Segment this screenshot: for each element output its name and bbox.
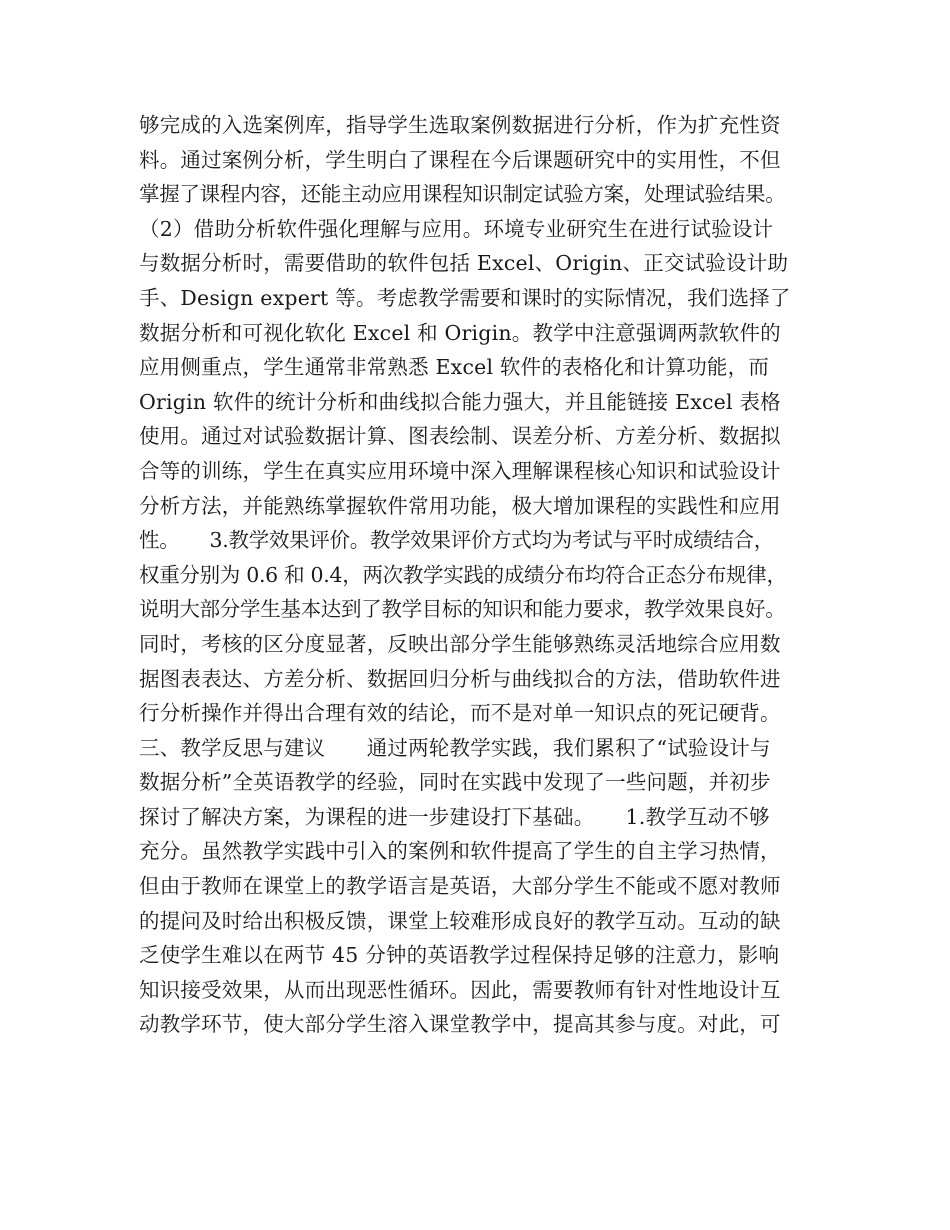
text-line: 数据分析”全英语教学的经验，同时在实践中发现了一些问题，并初步 — [139, 770, 771, 795]
text-line: （2）借助分析软件强化理解与应用。环境专业研究生在进行试验设计 — [139, 216, 774, 241]
text-line: Origin 软件的统计分析和曲线拟合能力强大，并且能链接 Excel 表格 — [139, 389, 781, 414]
text-line: 充分。虽然教学实践中引入的案例和软件提高了学生的自主学习热情， — [139, 839, 781, 864]
text-line: 乏使学生难以在两节 45 分钟的英语教学过程保持足够的注意力，影响 — [139, 943, 780, 968]
text-line: 使用。通过对试验数据计算、图表绘制、误差分析、方差分析、数据拟 — [139, 424, 781, 449]
text-line: 性。 3.教学效果评价。教学效果评价方式均为考试与平时成绩结合， — [139, 528, 774, 553]
text-line: 据图表表达、方差分析、数据回归分析与曲线拟合的方法，借助软件进 — [139, 666, 781, 691]
text-line: 掌握了课程内容，还能主动应用课程知识制定试验方案，处理试验结果。 — [139, 182, 786, 207]
body-text — [139, 108, 829, 1042]
text-line: 但由于教师在课堂上的教学语言是英语，大部分学生不能或不愿对教师 — [139, 874, 781, 899]
text-line: 合等的训练，学生在真实应用环境中深入理解课程核心知识和试验设计 — [139, 458, 781, 483]
text-line: 三、教学反思与建议 通过两轮教学实践，我们累积了“试验设计与 — [139, 735, 771, 760]
text-line: 动教学环节，使大部分学生溶入课堂教学中，提高其参与度。对此，可 — [139, 1012, 781, 1037]
text-line: 同时，考核的区分度显著，反映出部分学生能够熟练灵活地综合应用数 — [139, 631, 781, 656]
text-line: 应用侧重点，学生通常非常熟悉 Excel 软件的表格化和计算功能，而 — [139, 355, 770, 380]
text-line: 与数据分析时，需要借助的软件包括 Excel、Origin、正交试验设计助 — [139, 251, 789, 276]
text-line: 行分析操作并得出合理有效的结论，而不是对单一知识点的死记硬背。 — [139, 701, 781, 726]
text-line: 的提问及时给出积极反馈，课堂上较难形成良好的教学互动。互动的缺 — [139, 908, 781, 933]
text-line: 够完成的入选案例库，指导学生选取案例数据进行分析，作为扩充性资 — [139, 113, 781, 137]
text-line: 知识接受效果，从而出现恶性循环。因此，需要教师有针对性地设计互 — [139, 977, 781, 1002]
text-line: 分析方法，并能熟练掌握软件常用功能，极大增加课程的实践性和应用 — [139, 493, 781, 518]
text-line: 探讨了解决方案，为课程的进一步建设打下基础。 1.教学互动不够 — [139, 804, 770, 829]
text-line: 手、Design expert 等。考虑教学需要和课时的实际情况，我们选择了 — [139, 285, 791, 310]
text-line: 权重分别为 0.6 和 0.4，两次教学实践的成绩分布均符合正态分布规律， — [139, 562, 787, 587]
text-line: 料。通过案例分析，学生明白了课程在今后课题研究中的实用性，不但 — [139, 147, 781, 172]
text-line: 说明大部分学生基本达到了教学目标的知识和能力要求，教学效果良好。 — [139, 597, 786, 622]
text-line: 数据分析和可视化软化 Excel 和 Origin。教学中注意强调两款软件的 — [139, 320, 781, 345]
